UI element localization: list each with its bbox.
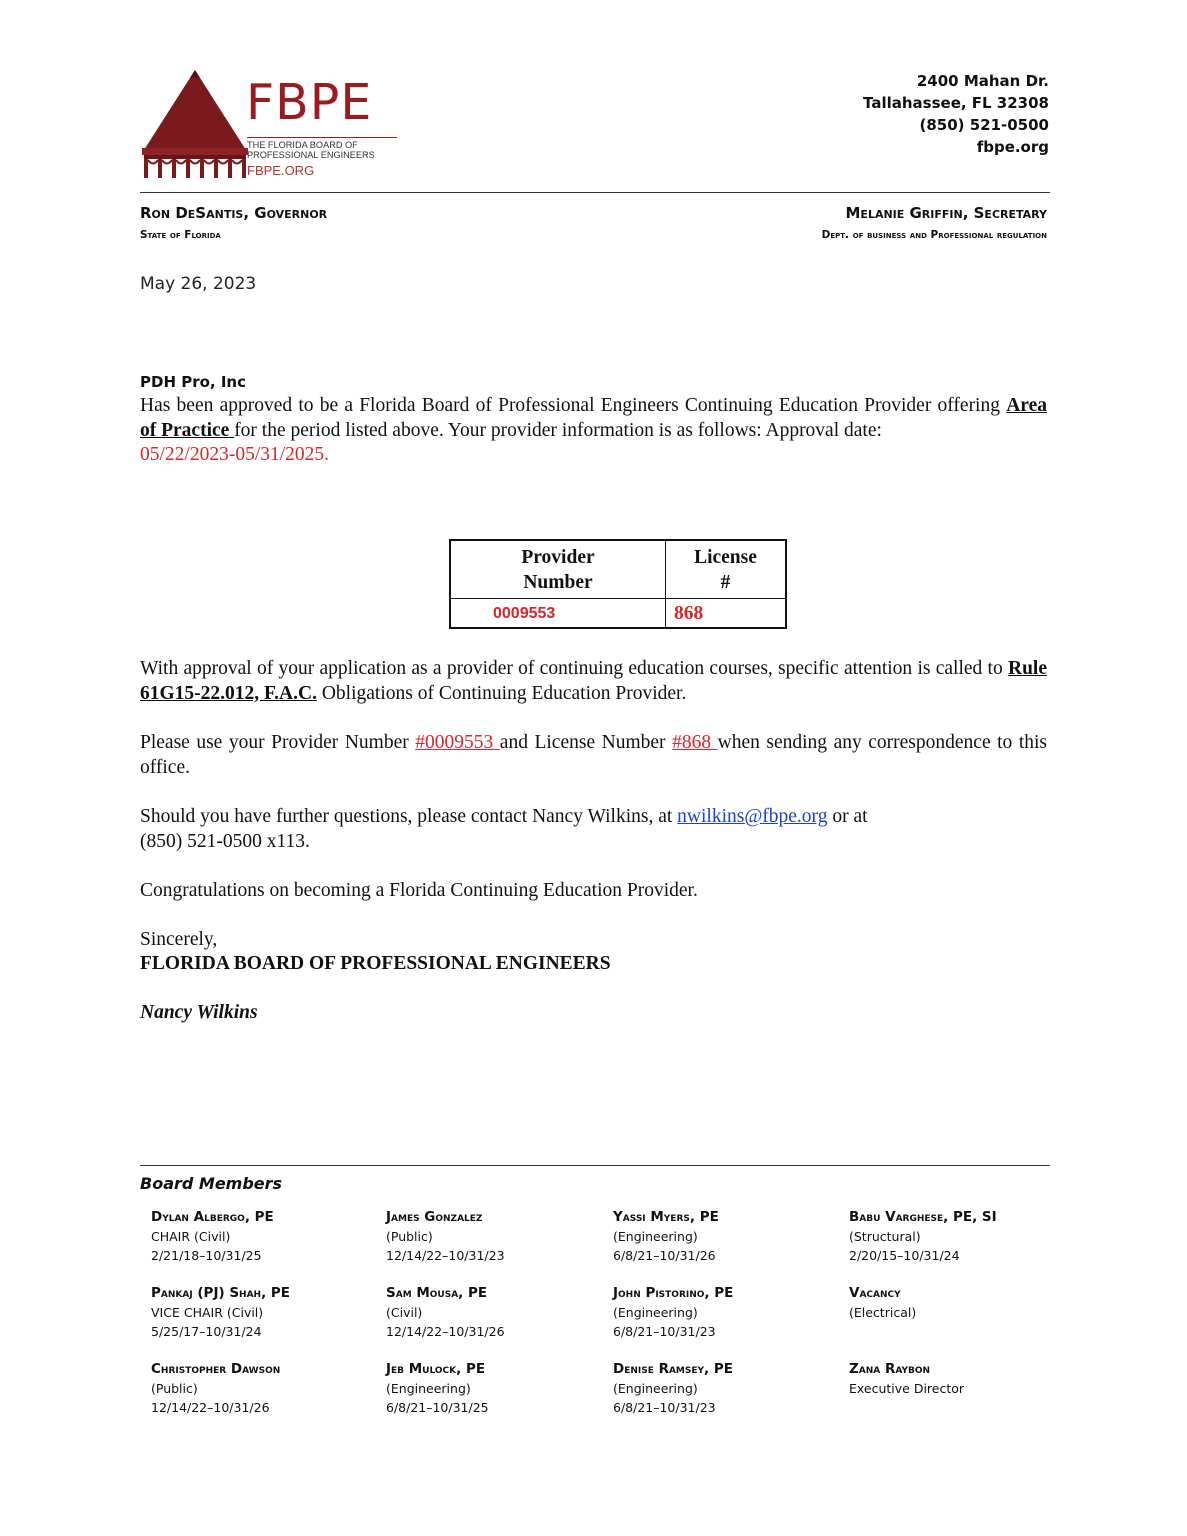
member-role: (Civil) <box>386 1305 423 1320</box>
rule-text-2: Obligations of Continuing Education Provider. <box>316 682 687 704</box>
signature: Nancy Wilkins <box>140 1002 258 1023</box>
member-name: Zana Raybon <box>849 1361 931 1377</box>
board-members-title: Board Members <box>140 1174 283 1193</box>
board-member <box>613 1284 733 1341</box>
approval-text-2: for the period listed above. Your provider information is as follows: Approval date: <box>234 419 882 441</box>
correspondence-text-3: when sending any correspondence to this office. <box>140 732 1048 778</box>
contact-text-2: or at <box>827 806 868 827</box>
organization-name: FLORIDA BOARD OF PROFESSIONAL ENGINEERS <box>140 953 611 974</box>
secretary-name: Melanie Griffin, Secretary <box>845 204 1047 222</box>
member-role: (Electrical) <box>849 1305 917 1320</box>
board-member <box>849 1208 997 1265</box>
provider-table-value-row <box>450 599 786 629</box>
address-web: fbpe.org <box>976 138 1049 156</box>
board-member <box>386 1360 489 1417</box>
board-member <box>613 1360 733 1417</box>
member-term: 2/20/15–10/31/24 <box>849 1248 960 1263</box>
member-name: James Gonzalez <box>386 1209 483 1225</box>
header-divider <box>140 192 1050 193</box>
provider-header-line1: Provider <box>521 546 595 568</box>
member-name: Christopher Dawson <box>151 1361 281 1377</box>
rule-reference: Rule 61G15-22.012, F.A.C. <box>140 658 1047 704</box>
logo-subtitle-line1: THE FLORIDA BOARD OF <box>247 140 358 150</box>
member-role: (Engineering) <box>613 1305 698 1320</box>
license-number-link[interactable]: #868 <box>672 732 718 753</box>
member-role: (Engineering) <box>613 1381 698 1396</box>
member-name: Jeb Mulock, PE <box>386 1361 486 1377</box>
contact-text-1: Should you have further questions, please contact Nancy Wilkins, at <box>140 806 678 827</box>
correspondence-text-1: Please use your Provider Number <box>140 732 416 753</box>
member-name: Yassi Myers, PE <box>613 1209 719 1225</box>
board-member <box>849 1360 964 1398</box>
provider-table-header-row <box>450 540 786 599</box>
member-role: (Structural) <box>849 1229 921 1244</box>
member-term: 2/21/18–10/31/25 <box>151 1248 262 1263</box>
correspondence-paragraph <box>140 731 1047 780</box>
logo-url: FBPE.ORG <box>247 163 315 178</box>
email-link[interactable]: nwilkins@fbpe.org <box>677 806 828 827</box>
board-member <box>613 1208 719 1265</box>
recipient-name: PDH Pro, Inc <box>140 373 246 391</box>
address-phone: (850) 521-0500 <box>919 116 1049 134</box>
member-role: (Public) <box>151 1381 198 1396</box>
member-role: VICE CHAIR (Civil) <box>151 1305 264 1320</box>
provider-number-header <box>450 540 666 599</box>
member-name: Dylan Albergo, PE <box>151 1209 274 1225</box>
member-name: Sam Mousa, PE <box>386 1285 488 1301</box>
address-block <box>863 70 1049 158</box>
member-term: 5/25/17–10/31/24 <box>151 1324 262 1339</box>
logo-subtitle-line2: PROFESSIONAL ENGINEERS <box>247 150 375 160</box>
member-term: 12/14/22–10/31/26 <box>151 1400 270 1415</box>
member-name: Denise Ramsey, PE <box>613 1361 733 1377</box>
member-term: 6/8/21–10/31/25 <box>386 1400 489 1415</box>
member-name: Pankaj (PJ) Shah, PE <box>151 1285 291 1301</box>
logo-subtitle <box>247 137 397 160</box>
license-header-line1: License <box>694 546 757 568</box>
rule-text-1: With approval of your application as a provider of continuing education courses, specific attention is called to <box>140 658 1008 679</box>
member-term: 6/8/21–10/31/26 <box>613 1248 716 1263</box>
member-term: 6/8/21–10/31/23 <box>613 1400 716 1415</box>
logo-wordmark: FBPE <box>246 74 373 131</box>
member-role: CHAIR (Civil) <box>151 1229 231 1244</box>
member-term: 6/8/21–10/31/23 <box>613 1324 716 1339</box>
board-member <box>386 1208 505 1265</box>
license-header <box>666 540 787 599</box>
pavilion-logo-icon <box>140 68 250 180</box>
address-street: 2400 Mahan Dr. <box>916 72 1049 90</box>
provider-number-value: 0009553 <box>450 599 666 629</box>
governor-name: Ron DeSantis, Governor <box>140 204 328 222</box>
board-member <box>151 1284 290 1341</box>
footer-divider <box>140 1165 1050 1166</box>
board-member <box>151 1360 280 1417</box>
member-role: Executive Director <box>849 1381 965 1396</box>
provider-table <box>449 539 787 629</box>
member-name: John Pistorino, PE <box>613 1285 734 1301</box>
board-member <box>849 1284 916 1322</box>
contact-paragraph <box>140 805 1047 854</box>
member-role: (Engineering) <box>613 1229 698 1244</box>
member-term: 12/14/22–10/31/26 <box>386 1324 505 1339</box>
letter-date: May 26, 2023 <box>140 274 257 294</box>
secretary-title: Dept. of business and Professional regulation <box>821 229 1047 241</box>
provider-number-link[interactable]: #0009553 <box>415 732 500 753</box>
approval-dates: 05/22/2023-05/31/2025. <box>140 444 330 465</box>
provider-header-line2: Number <box>523 571 593 593</box>
approval-paragraph <box>140 394 1047 468</box>
license-header-line2: # <box>720 571 731 593</box>
member-term: 12/14/22–10/31/23 <box>386 1248 505 1263</box>
contact-phone: (850) 521-0500 x113. <box>140 830 310 852</box>
board-member <box>151 1208 274 1265</box>
fbpe-logo <box>140 68 400 180</box>
license-number-value: 868 <box>666 599 787 629</box>
member-role: (Engineering) <box>386 1381 471 1396</box>
board-member <box>386 1284 505 1341</box>
member-name: Babu Varghese, PE, SI <box>849 1209 997 1225</box>
congratulations-paragraph: Congratulations on becoming a Florida Continuing Education Provider. <box>140 880 698 901</box>
governor-title: State of Florida <box>140 229 221 241</box>
member-role: (Public) <box>386 1229 433 1244</box>
rule-paragraph <box>140 657 1047 706</box>
closing: Sincerely, <box>140 929 218 950</box>
approval-text-1: Has been approved to be a Florida Board of Professional Engineers Continuing Education Provider offering <box>140 395 1007 416</box>
member-name: Vacancy <box>849 1285 901 1301</box>
area-of-practice: Area of Practice <box>140 395 1047 441</box>
address-city: Tallahassee, FL 32308 <box>863 94 1049 112</box>
correspondence-text-2: and License Number <box>499 732 673 753</box>
